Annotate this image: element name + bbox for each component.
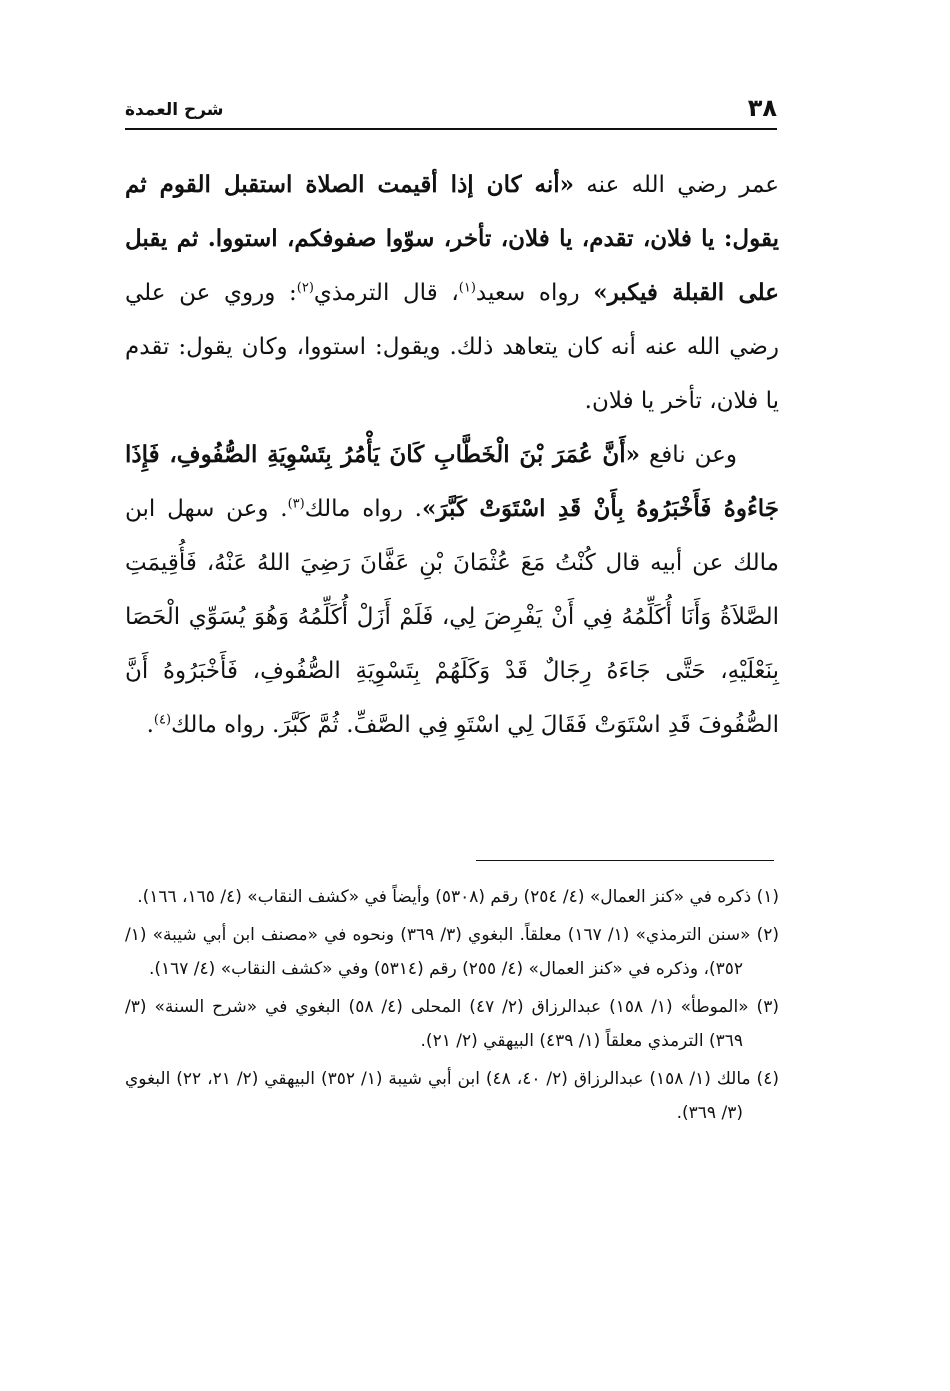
running-title: شرح العمدة <box>125 100 224 120</box>
paragraph-1 <box>125 158 779 428</box>
p1-text-a: عمر رضي الله عنه <box>574 172 780 198</box>
footnote-divider <box>476 860 774 861</box>
footnote-4: (٤) مالك (١/ ١٥٨) عبدالرزاق (٢/ ٤٠، ٤٨) ابن أبي شيبة (١/ ٣٥٢) البيهقي (٢/ ٢١، ٢٢) البغوي (٣/ ٣٦٩). <box>125 1069 779 1123</box>
p1-quote: «أنه كان إذا أقيمت الصلاة استقبل القوم ثم يقول: يا فلان، تقدم، يا فلان، تأخر، سوّوا صفوفكم، استووا. ثم يقبل على القبلة فيكبر» <box>125 171 779 306</box>
footnote-1: (١) ذكره في «كنز العمال» (٤/ ٢٥٤) رقم (٥٣٠٨) وأيضاً في «كشف النقاب» (٤/ ١٦٥، ١٦٦). <box>137 887 779 907</box>
p2-text-b: . رواه مالك <box>304 496 422 522</box>
p2-quote: «أَنَّ عُمَرَ بْنَ الْخَطَّابِ كَانَ يَأْمُرُ بِتَسْوِيَةِ الصُّفُوفِ، فَإِذَا جَاءُوهُ فَأَخْبَرُوهُ بِأَنْ قَدِ اسْتَوَتْ كَبَّرَ» <box>125 441 779 522</box>
p1-text-c: ، قال الترمذي <box>313 280 459 306</box>
footnote-ref-4[interactable]: (٤) <box>153 712 172 728</box>
main-text <box>125 158 779 752</box>
footnote-ref-3[interactable]: (٣) <box>287 496 305 512</box>
p2-text-a: وعن نافع <box>640 442 738 468</box>
page-number: ٣٨ <box>747 94 777 122</box>
paragraph-2 <box>125 428 779 752</box>
p1-text-b: رواه سعيد <box>475 280 594 306</box>
footnote-ref-2[interactable]: (٢) <box>296 280 314 296</box>
footnotes <box>125 880 779 1134</box>
footnote-3: (٣) «الموطأ» (١/ ١٥٨) عبدالرزاق (٢/ ٤٧) المحلى (٤/ ٥٨) البغوي في «شرح السنة» (٣/ ٣٦٩) الترمذي معلقاً (١/ ٤٣٩) البيهقي (٢/ ٢١). <box>125 997 779 1051</box>
p2-text-d: . <box>146 712 154 738</box>
p2-text-c: . وعن سهل ابن مالك عن أبيه قال كُنْتُ مَعَ عُثْمَانَ بْنِ عَفَّانَ رَضِيَ اللهُ عَنْهُ، فَأُقِيمَتِ الصَّلاَةُ وَأَنَا أُكَلِّمُهُ فِي أَنْ يَفْرِضَ لِي، فَلَمْ أَزَلْ أُكَلِّمُهُ وَهُوَ يُسَوِّي الْحَصَا بِنَعْلَيْهِ، حَتَّى جَاءَهُ رِجَالٌ قَدْ وَكَلَهُمْ بِتَسْوِيَةِ الصُّفُوفِ، فَأَخْبَرُوهُ أَنَّ الصُّفُوفَ قَدِ اسْتَوَتْ فَقَالَ لِي اسْتَوِ فِي الصَّفِّ. ثُمَّ كَبَّرَ. رواه مالك <box>125 496 779 738</box>
p1-text-d: : وروي عن علي رضي الله عنه أنه كان يتعاهد ذلك. ويقول: استووا، وكان يقول: تقدم يا فلان، تأخر يا فلان. <box>125 280 779 414</box>
page-header <box>125 92 777 130</box>
footnote-ref-1[interactable]: (١) <box>458 280 476 296</box>
footnote-2: (٢) «سنن الترمذي» (١/ ١٦٧) معلقاً. البغوي (٣/ ٣٦٩) ونحوه في «مصنف ابن أبي شيبة» (١/ ٣٥٢)، وذكره في «كنز العمال» (٤/ ٢٥٥) رقم (٥٣١٤) وفي «كشف النقاب» (٤/ ١٦٧). <box>125 925 780 979</box>
